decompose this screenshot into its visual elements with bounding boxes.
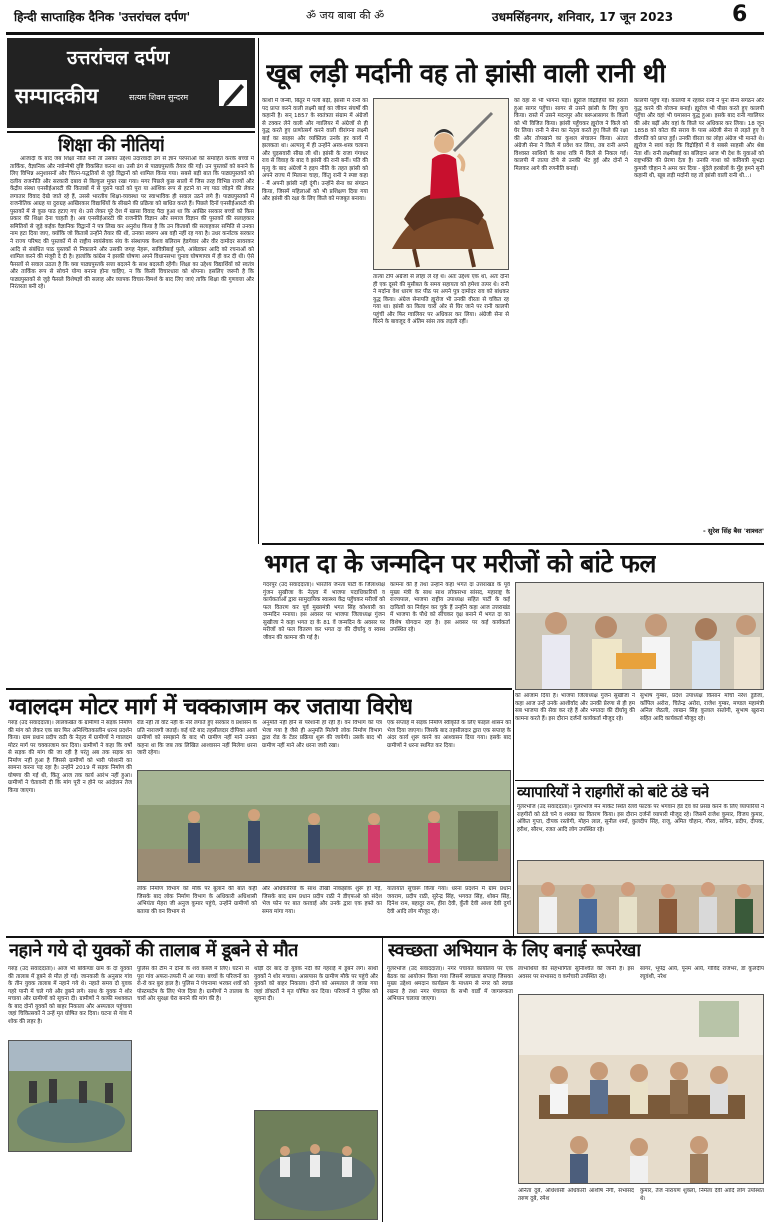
pen-icon — [217, 76, 249, 110]
rani-byline: - सुरेश सिंह बैस 'शाश्वत' — [702, 527, 764, 535]
pond-photo — [8, 1040, 132, 1152]
rani-body-3: को वहां से भी भागना पड़ा। ह्यूरोज विद्रोहियों को हराता हुआ सागर पहुँचा। सागर से उसने झांसी के लिए कूच किया। रास्ते में उसने मदनपुर और बरूआसागर के किलों को भी विजित किया। झांसी पहुँचकर ह्यूरोज ने किले को घेर लिया। रानी ने सेना का नेतृत्व करते हुए किले की रक्षा की और तोपखाने का कुशल संचालन किया। अंततः अंग्रेजी सेना ने किले में प्रवेश कर लिया, तब रानी अपने विश्वस्त साथियों के साथ रात्रि में किले से निकल गईं। कालपी में तात्या टोपे से उनकी भेंट हुई और दोनों ने मिलकर आगे की रणनीति बनाई। — [514, 98, 628, 172]
editorial-brand — [7, 38, 255, 128]
masthead-date: उधमसिंहनगर, शनिवार, 17 जून 2023 — [492, 10, 674, 24]
road-body-2: रोड नहीं तो वोट नहीं के नारे लगाते हुए सरकार व प्रशासन के प्रति नाराजगी जताई। कई घंटे बाद तहसीलदार दीपिका आर्या ग्रामीणों को समझाने के बाद भी ग्रामीण नहीं माने उनका कहना था कि जब तक लिखित आश्वासन नहीं मिलेगा धरना जारी रहेगा। — [137, 720, 257, 757]
traders-photo — [517, 860, 764, 934]
pond-body-2: पुलिस की टीम ने दोनों के शव कब्जे में लिए। घटना से पूरा गांव अफरा-तफरी में आ गया। बच्चों के परिजनों का रो-रो कर बुरा हाल है। पुलिस ने पंचनामा भरकर शवों को पोस्टमार्टम के लिए भेज दिया है। ग्रामीणों ने तालाब के चारों ओर सुरक्षा घेरा बनाने की मांग की है। — [137, 966, 249, 1003]
page-number: 6 — [732, 2, 748, 27]
fruit-headline: भगत दा के जन्मदिन पर मरीजों को बांटे फल — [264, 549, 656, 578]
masthead — [6, 4, 764, 32]
rani-headline: खूब लड़ी मर्दानी वह तो झांसी वाली रानी थी — [266, 59, 666, 89]
traders-body: गूलरभोज (उद संवाददाता)। गूलरभोज मेन मार्केट स्थित रेलवे फाटक पर भगवान हेड देव को प्रसन्न करने के लिए व्यापारियों ने राहगीरों को ठंडे चने व शरबत का वितरण किया। इस दौरान दर्जनों व्यापारी मौजूद रहे। जिसमें राजेश कुमार, विजय कुमार, अंकित गुप्ता, दीपक रस्तोगी, मोहन लाल, सुनील शर्मा, कुलदीप सिंह, राजू, अमित चौहान, गौरव, सचिन, प्रदीप, दीपक, हरीश, सौरभ, रजत आदि लोग उपस्थित रहे। — [517, 804, 764, 833]
road-body-4: एक सप्ताह में सड़क निर्माण स्वीकृति के लिए फाइल शासन को भेज दिया जाएगा। जिसके बाद तहसीलदार द्वारा एक सप्ताह के अंदर कार्य शुरू करने का आश्वासन दिया गया। इसके बाद ग्रामीणों ने धरना स्थगित कर दिया। — [387, 720, 511, 749]
road-headline: ग्वालदम मोटर मार्ग में चक्काजाम कर जताया विरोध — [9, 694, 413, 720]
pond-body-1: गरुड़ (उद संवाददाता)। आज भी बकिण्डा ग्राम के दो युवकों की तालाब में डूबने से मौत हो गई। जानकारी के अनुसार गांव के तीन युवक तालाब में नहाने गये थे। नहाते समय दो युवक गहरे पानी में चले गये और डूबने लगे। साथ के युवक ने शोर मचाया और ग्रामीणों को सूचना दी। ग्रामीणों ने काफी मशक्कत के बाद दोनों युवकों को बाहर निकाला और अस्पताल पहुंचाया जहां चिकित्सकों ने उन्हें मृत घोषित कर दिया। घटना से गांव में शोक की लहर है। — [8, 966, 132, 1025]
column-rule — [258, 38, 259, 544]
road-body-3: अनुमति नहीं होने से परेशानी हो रही है। वन विभाग को पत्र भेजा गया है जैसे ही अनुमति मिलेगी लोक निर्माण विभाग द्वारा रोड के टेंडर प्रक्रिया शुरू की जायेगी। उसके बाद भी ग्रामीण नहीं माने और धरना जारी रखा। — [262, 720, 382, 749]
cleanliness-body-1: गूलरभोज (उद संवाददाता)। नगर पंचायत कार्यालय पर एक बैठक का आयोजन किया गया जिसमें स्वच्छता सप्ताह जिसका मुख्य उद्देश्य श्रमदान कार्यक्रम के माध्यम से नगर को स्वच्छ रखना है तथा नगर पंचायत के सभी वार्डों में जागरूकता अभियान चलाया जाएगा। — [387, 966, 513, 1003]
editor-tagline: सत्यम शिवम सुन्दरम — [129, 93, 189, 102]
column-rule-bottom — [382, 938, 383, 1222]
road-protest-photo — [137, 770, 511, 882]
pond-body-3: थोड़ी देर बाद दो युवक नदी की गहराई में डूबने लगे। साथी युवकों ने शोर मचाया। आसपास के ग्रामीण मौके पर पहुंचे और युवकों को बाहर निकाला। दोनों को अस्पताल ले जाया गया जहां डॉक्टरों ने मृत घोषित कर दिया। परिजनों ने पुलिस को सूचना दी। — [254, 966, 378, 1003]
road-body-1: गरुड़ (उद संवाददाता)। लालकखेत के ग्रामीणों ने सड़क निर्माण की मांग को लेकर एक बार फिर अनिश्चितकालीन धरना प्रदर्शन किया। ग्राम प्रधान प्रदीप राठी के नेतृत्व में ग्रामीणों ने ग्वालदम मोटर मार्ग पर चक्काजाम कर दिया। ग्रामीणों ने कहा कि वर्षों से सड़क की मांग की जा रही है परंतु अब तक सड़क का निर्माण नहीं हुआ है जिससे ग्रामीणों को भारी परेशानी का सामना करना पड़ रहा है। उन्होंने 2019 में सड़क निर्माण की घोषणा की गई थी, किंतु आज तक कार्य आरंभ नहीं हुआ। ग्रामीणों ने चेतावनी दी कि मांग पूरी न होने पर आंदोलन तेज किया जाएगा। — [8, 720, 132, 794]
road-body-6: और अधिकारियों के साथ तीखी नोकझोंक शुरू हो गई, जिसके बाद ग्राम प्रधान प्रदीप राठी ने डीएफओ को संदेश भेज फोन पर बात करवाई और उनके द्वारा एक हफ्ते का समय मांगा गया। — [262, 886, 382, 915]
editorial-title: शिक्षा की नीतियां — [58, 135, 165, 156]
masthead-left: हिन्दी साप्ताहिक दैनिक 'उत्तरांचल दर्पण' — [14, 10, 191, 24]
fruit-body-3: को आंजाम दिया है। भाजपा जिलाध्यक्ष गुंजन सुखीजा ने कहा आज उन्हें उनके आशीर्वाद और उनकी प्रेरणा से ही हम सब भाजपा की सेवा कर रहे हैं और भगतदा की दीर्घायु की कामना करते हैं। इस दौरान दर्जनों कार्यकर्ता मौजूद रहे। — [515, 693, 635, 722]
fruit-body-4: सुभाष गुम्बर, प्रदेश उपाध्यक्ष किसान मोर्चा नरेश डुडेजा, काँपिल अरोरा, चितेन्द्र अरोरा, राजेश गुम्बर, मण्डल महामंत्री अनिल जेठली, लाखन सिंह कुलाल रस्तोगी, सुभाष खुराना सहित आदि कार्यकर्ता मौजूद रहे। — [640, 693, 764, 722]
section-rule-3 — [515, 780, 764, 781]
masthead-rule — [6, 32, 764, 35]
pond-headline: नहाने गये दो युवकों की तालाब में डूबने से मौत — [9, 940, 298, 961]
fruit-photo — [515, 582, 764, 690]
column-rule-right — [513, 690, 514, 936]
road-body-7: यातायात सुचारू किया गया। धरना प्रदर्शन में ग्राम प्रधान जयराम, प्रदीप राठी, सुरेन्द्र सिंह, भगवत सिंह, शोबन सिंह, दिनेश राम, बहादुर राम, हीरा देवी, कुँती देवी आशा देवी दुर्गा देवी आदि लोग मौजूद रहे। — [387, 886, 511, 915]
rani-body-4: कालपी पहुँच गई। कालपी में रहकर रानी ने पुनः सैन्य संगठन और युद्ध करने की योजना बनाई। ह्यूरोज भी पीछा करते हुए कालपी पहुँचा और वहां भी घमासान युद्ध हुआ। इसके बाद रानी ग्वालियर की ओर बढ़ीं और वहां के किले पर अधिकार कर लिया। 18 जून 1858 को कोटा की सराय के पास अंग्रेजी सेना से लड़ते हुए वे वीरगति को प्राप्त हुईं। उनकी वीरता का लोहा अंग्रेज भी मानते थे। ह्यूरोज ने स्वयं कहा कि विद्रोहियों में वे सबसे साहसी और श्रेष्ठ नेता थीं। रानी लक्ष्मीबाई का बलिदान आज भी देश के युवाओं को राष्ट्रभक्ति की प्रेरणा देता है। उनकी गाथा को कवियत्री सुभद्रा कुमारी चौहान ने अमर कर दिया - बुंदेले हरबोलों के मुँह हमने सुनी कहानी थी, खूब लड़ी मर्दानी वह तो झांसी वाली रानी थी...। — [634, 98, 764, 180]
cleanliness-body-4: अनिता दुबे, अधिशासी अधिकारी आशीष नेगी, सभासद तरुण दुबे, रमेश — [518, 1188, 634, 1202]
road-body-5: लोक निर्माण विभाग को मौके पर बुलाने की बात कही जिसके बाद लोक निर्माण विभाग के अधिकारी अधिशासी अभियंता मेहरा जी अनुज कुमार पहुंचे, उन्होंने ग्रामीणों को बताया की वन विभाग से — [137, 886, 257, 915]
cleanliness-body-3: सागर, भूपेंद्र आर्य, पूनम आर्य, गोविंद राजभर, डॉ कुलदीप रघुवंशी, नरेश — [640, 966, 764, 980]
cleanliness-meeting-photo — [518, 994, 764, 1184]
rani-illustration — [373, 98, 509, 270]
rani-body-2: तात्या टोपे अंग्रेजों से लोहा ले रहे थे। अतः उद्देश्य एक था, अतः दोनों ही एक दूसरे की मुसीबत के समय सहायता को हमेशा तत्पर थे। रानी ने मर्दाना वेश धारण कर पीठ पर अपने पुत्र दामोदर राव को बांधकर युद्ध किया। अंग्रेज सेनापति ह्यूरोज भी उनकी वीरता से चकित रह गया था। झांसी का किला चारों ओर से घिर जाने पर रानी कालपी पहुंचीं और फिर ग्वालियर पर अधिकार कर लिया। अंग्रेजी सेना से घिरने के बावजूद वे अंतिम सांस तक लड़ती रहीं। — [373, 274, 509, 326]
section-rule-1 — [262, 543, 764, 545]
fruit-body-2: कामना की है तथा उन्होंने कहा भगत दा उत्तराखंड के पूर्व मुख्य मंत्री के साथ साथ लोकसभा सांसद, महाराष्ट्र के राज्यपाल, भाजपा राष्ट्रीय उपाध्यक्ष सहित पार्टी के कई दायित्वों का निर्वहन कर चुके हैं उन्होंने कहा आज उत्तराखंड में भाजपा के पौधे को सींचकर वृक्ष बनाने में भगत दा का विशेष योगदान रहा है। इस अवसर पर कई कार्यकर्ता उपस्थित रहे। — [390, 582, 510, 634]
brand-line-1: उत्तरांचल दर्पण — [67, 47, 170, 69]
cleanliness-body-2: लाभार्थियों की सहभागिता सुनिश्चित की जानी है। इस अवसर पर सभासद व कर्मचारी उपस्थित रहे। — [518, 966, 634, 980]
cleanliness-body-5: कुमार, तेज नारायण शुक्ला, निर्मला देवी आदि लोग उपस्थित थे। — [640, 1188, 764, 1202]
brand-line-2: सम्पादकीय — [15, 84, 99, 108]
fruit-body-1: गदरपुर (उद संवाददाता)। भारतीय जनता पार्टी के जिलाध्यक्ष गुंजन सुखीजा के नेतृत्व में भाजपा पदाधिकारियों व कार्यकर्ताओं द्वारा सामुदायिक स्वास्थ्य केंद्र पहुँचकर मरीजों को फल वितरण कर पूर्व मुख्यमंत्री भगत सिंह कोश्यारी का जन्मदिन मनाया। इस अवसर पर भाजपा जिलाध्यक्ष गुंजन सुखीजा ने कहा भगत दा के 81 वें जन्मदिन के अवसर पर मरीजों को फल वितरण कर भगत दा की दीर्घायु व स्वस्थ जीवन की कामना की गई है। — [263, 582, 385, 641]
pond-rescue-photo — [254, 1110, 378, 1220]
masthead-center: ॐ जय बाबा की ॐ — [306, 9, 385, 22]
rani-body-1: काशी में जन्मी, बिठूर में पली बढ़ी, झांसी में रानी का पद प्राप्त करने वाली लक्ष्मी बाई का जीवन संघर्षों की कहानी है। सन् 1857 के स्वतंत्रता संग्राम में अंग्रेजों से टक्कर लेने वाली और ग्वालियर में अंग्रेजों से ही युद्ध करते हुए प्राणोत्सर्ग करने वाली वीरांगना लक्ष्मी बाई का साहस और व्यक्तित्व उनके हर कार्य में झलकता था। अल्पायु में ही उन्होंने अस्त्र-शस्त्र चलाना और घुड़सवारी सीख ली थी। झांसी के राजा गंगाधर राव से विवाह के बाद वे झांसी की रानी बनीं। पति की मृत्यु के बाद अंग्रेजों ने हड़प नीति के तहत झांसी को अपने राज्य में मिलाना चाहा, किंतु रानी ने स्पष्ट कहा - मैं अपनी झांसी नहीं दूंगी। उन्होंने सेना का संगठन किया, जिसमें महिलाओं को भी प्रशिक्षण दिया गया और झांसी की रक्षा के लिए किले को मजबूत बनाया। — [262, 98, 368, 203]
editorial-body: आजादी के बाद जब शिक्षा नीति बनी तो उसका उद्देश्य उदारवादी ढंग से ज्ञान परंपराओं को समाहित करके बच्चों में तार्किक, वैज्ञानिक और नवोन्मेषी दृष्टि विकसित करना था। उसी ढंग से पाठ्यपुस्तकें तैयार की गईं। उन पुस्तकों को बनाने के लिए विभिन्न अनुशासनों और चिंतन-पद्धतियों से जुड़े विद्वानों को शामिल किया गया। सबसे बड़ी बात कि पाठ्यपुस्तकों को दलीय राजनीति और सरकारी दबाव से बिल्कुल मुक्त रखा गया। मगर पिछले कुछ सालों में जिस तरह विभिन्न राज्यों और केंद्रीय संस्था एनसीईआरटी की किताबों में से पुराने पाठों को पूरा या आंशिक रूप से हटाने या नए पाठ जोड़ने की लेकर लगातार विवाद देखे जाते रहे हैं, उससे भारतीय शिक्षा-व्यवस्था पर स्वाभाविक ही सवाल उठने लगे हैं। पाठ्यपुस्तकों में राजनीतिक आग्रह या दुराग्रह आखिरकार विद्यार्थियों के सीखने की प्रक्रिया को बाधित करते हैं। पिछले दिनों एनसीईआरटी की पुस्तकों में से कुछ पाठ हटाए गए थे। उसे लेकर पूरे देश में खासा विवाद पैदा हुआ था कि आखिर सरकार बच्चों को किस प्रकार की शिक्षा देना चाहती है। अब एनसीईआरटी की राजनीति विज्ञान और समाज विज्ञान की पुस्तकों की सलाहकार समितियों से जुड़े कईक वैज्ञानिक विद्वानों ने पत्र लिख कर अनुरोध किया है कि उन किताबों की सलाहकार समिति से उनका नाम हटा दिया जाए, क्योंकि जो किताबें उन्होंने तैयार की थीं, उनका स्वरूप अब वही नहीं रह गया है। उधर कर्नाटक सरकार ने राज्य परिषद की पुस्तकों में से राष्ट्रीय स्वयंसेवक संघ के संस्थापक केशव बलिराम हेडगेवार और वीर दामोदर सावरकर आदि से संबंधित पाठ पुस्तकों से निकालने और उसकी जगह नेहरू, सावित्रीबाई फुले, आंबेडकर आदि को रचनाओं को शामिल करने की मंजूरी दे दी है। हालांकि कांग्रेस ने इसकी घोषणा अपने विधानसभा चुनाव घोषणापत्र में ही कर दी थी। ऐसे फैसलों से सवाल उठता है कि क्या पाठ्यपुस्तकें सत्ता बदलने के साथ बदलती रहेंगी। शिक्षा का उद्देश्य विद्यार्थियों को स्वतंत्र और तार्किक रूप से सोचने योग्य बनाना होना चाहिए, न कि किसी विचारधारा को थोपना। इसलिए जरूरी है कि पाठ्यपुस्तकों से जुड़े फैसले विशेषज्ञों की सलाह और व्यापक विचार-विमर्श के बाद लिए जाएं ताकि शिक्षा की गुणवत्ता और निरंतरता बनी रहे। — [10, 156, 254, 291]
cleanliness-headline: स्वच्छता अभियान के लिए बनाई रूपरेखा — [388, 940, 641, 961]
traders-headline: व्यापारियों ने राहगीरों को बांटे ठंडे चने — [517, 783, 709, 801]
